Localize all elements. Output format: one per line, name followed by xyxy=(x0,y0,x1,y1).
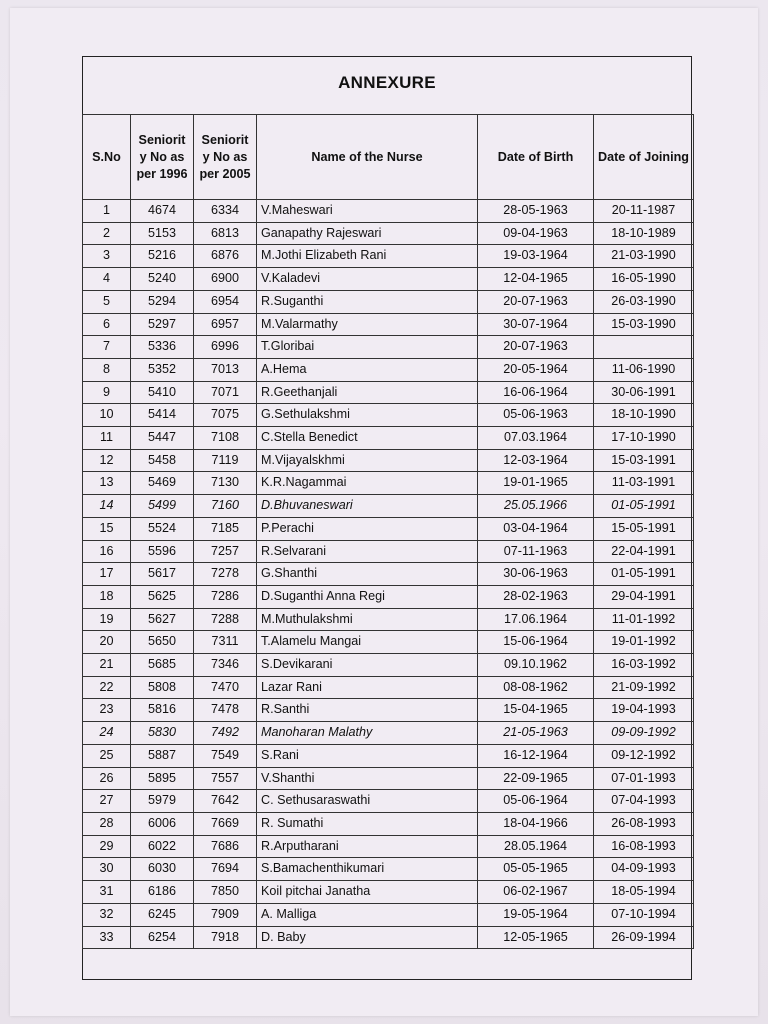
table-row xyxy=(83,472,694,495)
cell-seniority-2005: 7278 xyxy=(194,563,257,586)
cell-nurse-name: P.Perachi xyxy=(257,517,478,540)
table-row xyxy=(83,858,694,881)
table-row xyxy=(83,517,694,540)
cell-seniority-2005: 7642 xyxy=(194,790,257,813)
cell-date-of-birth: 05-06-1963 xyxy=(478,404,594,427)
cell-nurse-name: Ganapathy Rajeswari xyxy=(257,222,478,245)
cell-date-of-joining: 16-08-1993 xyxy=(594,835,694,858)
cell-nurse-name: T.Gloribai xyxy=(257,336,478,359)
cell-seniority-2005: 7286 xyxy=(194,585,257,608)
cell-date-of-joining: 04-09-1993 xyxy=(594,858,694,881)
cell-nurse-name: T.Alamelu Mangai xyxy=(257,631,478,654)
cell-sno: 9 xyxy=(83,381,131,404)
cell-seniority-2005: 6996 xyxy=(194,336,257,359)
cell-date-of-birth: 07.03.1964 xyxy=(478,427,594,450)
cell-date-of-birth: 21-05-1963 xyxy=(478,722,594,745)
cell-seniority-2005: 6900 xyxy=(194,268,257,291)
table-row xyxy=(83,540,694,563)
cell-date-of-joining: 09-09-1992 xyxy=(594,722,694,745)
cell-seniority-2005: 7160 xyxy=(194,495,257,518)
cell-date-of-birth: 12-05-1965 xyxy=(478,926,594,949)
table-row xyxy=(83,699,694,722)
cell-nurse-name: R.Arputharani xyxy=(257,835,478,858)
cell-nurse-name: S.Devikarani xyxy=(257,654,478,677)
cell-sno: 5 xyxy=(83,290,131,313)
table-row xyxy=(83,744,694,767)
annexure-table xyxy=(82,114,694,949)
cell-date-of-joining: 09-12-1992 xyxy=(594,744,694,767)
cell-date-of-birth: 06-02-1967 xyxy=(478,881,594,904)
cell-date-of-birth: 07-11-1963 xyxy=(478,540,594,563)
cell-seniority-2005: 7909 xyxy=(194,903,257,926)
header-nurse-name: Name of the Nurse xyxy=(257,115,478,200)
cell-nurse-name: C.Stella Benedict xyxy=(257,427,478,450)
table-row xyxy=(83,381,694,404)
cell-sno: 26 xyxy=(83,767,131,790)
cell-date-of-birth: 19-03-1964 xyxy=(478,245,594,268)
cell-date-of-birth: 30-07-1964 xyxy=(478,313,594,336)
cell-nurse-name: Koil pitchai Janatha xyxy=(257,881,478,904)
cell-date-of-joining: 07-10-1994 xyxy=(594,903,694,926)
table-row xyxy=(83,654,694,677)
cell-date-of-birth: 20-05-1964 xyxy=(478,358,594,381)
table-row xyxy=(83,676,694,699)
cell-seniority-2005: 7119 xyxy=(194,449,257,472)
table-row xyxy=(83,903,694,926)
cell-nurse-name: G.Shanthi xyxy=(257,563,478,586)
cell-seniority-2005: 6876 xyxy=(194,245,257,268)
table-body xyxy=(83,200,694,949)
cell-seniority-1996: 5352 xyxy=(131,358,194,381)
cell-sno: 19 xyxy=(83,608,131,631)
header-seniority-1996: Seniorit y No as per 1996 xyxy=(131,115,194,200)
cell-date-of-joining: 26-09-1994 xyxy=(594,926,694,949)
cell-seniority-2005: 7478 xyxy=(194,699,257,722)
table-row xyxy=(83,563,694,586)
paper-sheet xyxy=(10,8,758,1016)
cell-nurse-name: C. Sethusaraswathi xyxy=(257,790,478,813)
cell-nurse-name: M.Valarmathy xyxy=(257,313,478,336)
cell-sno: 12 xyxy=(83,449,131,472)
cell-seniority-1996: 5469 xyxy=(131,472,194,495)
cell-date-of-joining: 07-01-1993 xyxy=(594,767,694,790)
cell-seniority-1996: 5216 xyxy=(131,245,194,268)
cell-sno: 18 xyxy=(83,585,131,608)
cell-date-of-joining: 17-10-1990 xyxy=(594,427,694,450)
cell-date-of-joining: 19-04-1993 xyxy=(594,699,694,722)
cell-sno: 28 xyxy=(83,812,131,835)
cell-sno: 7 xyxy=(83,336,131,359)
cell-nurse-name: A. Malliga xyxy=(257,903,478,926)
cell-sno: 14 xyxy=(83,495,131,518)
cell-seniority-1996: 5596 xyxy=(131,540,194,563)
cell-seniority-2005: 7850 xyxy=(194,881,257,904)
cell-seniority-1996: 6006 xyxy=(131,812,194,835)
table-row xyxy=(83,631,694,654)
cell-date-of-birth: 09.10.1962 xyxy=(478,654,594,677)
cell-date-of-joining: 26-03-1990 xyxy=(594,290,694,313)
cell-sno: 20 xyxy=(83,631,131,654)
table-row xyxy=(83,222,694,245)
cell-seniority-2005: 6957 xyxy=(194,313,257,336)
table-row xyxy=(83,767,694,790)
cell-nurse-name: K.R.Nagammai xyxy=(257,472,478,495)
cell-seniority-2005: 7108 xyxy=(194,427,257,450)
cell-date-of-birth: 08-08-1962 xyxy=(478,676,594,699)
cell-seniority-1996: 5887 xyxy=(131,744,194,767)
cell-seniority-1996: 4674 xyxy=(131,200,194,223)
cell-sno: 13 xyxy=(83,472,131,495)
cell-date-of-birth: 05-05-1965 xyxy=(478,858,594,881)
cell-date-of-joining: 11-06-1990 xyxy=(594,358,694,381)
cell-nurse-name: Manoharan Malathy xyxy=(257,722,478,745)
cell-seniority-2005: 7549 xyxy=(194,744,257,767)
table-row xyxy=(83,404,694,427)
cell-date-of-joining: 15-03-1990 xyxy=(594,313,694,336)
cell-date-of-birth: 18-04-1966 xyxy=(478,812,594,835)
cell-date-of-birth: 15-06-1964 xyxy=(478,631,594,654)
cell-sno: 32 xyxy=(83,903,131,926)
cell-date-of-birth: 22-09-1965 xyxy=(478,767,594,790)
cell-date-of-birth: 16-06-1964 xyxy=(478,381,594,404)
cell-sno: 15 xyxy=(83,517,131,540)
header-seniority-2005: Seniorit y No as per 2005 xyxy=(194,115,257,200)
cell-sno: 3 xyxy=(83,245,131,268)
cell-seniority-2005: 7071 xyxy=(194,381,257,404)
cell-seniority-1996: 5895 xyxy=(131,767,194,790)
cell-nurse-name: S.Rani xyxy=(257,744,478,767)
cell-date-of-birth: 30-06-1963 xyxy=(478,563,594,586)
table-row xyxy=(83,427,694,450)
cell-date-of-joining: 22-04-1991 xyxy=(594,540,694,563)
header-sno: S.No xyxy=(83,115,131,200)
cell-seniority-2005: 6813 xyxy=(194,222,257,245)
cell-seniority-1996: 5336 xyxy=(131,336,194,359)
cell-seniority-2005: 7686 xyxy=(194,835,257,858)
table-row xyxy=(83,790,694,813)
cell-nurse-name: Lazar Rani xyxy=(257,676,478,699)
cell-sno: 22 xyxy=(83,676,131,699)
cell-sno: 24 xyxy=(83,722,131,745)
cell-nurse-name: V.Maheswari xyxy=(257,200,478,223)
cell-date-of-joining: 18-05-1994 xyxy=(594,881,694,904)
header-date-of-birth: Date of Birth xyxy=(478,115,594,200)
annexure-frame xyxy=(82,56,692,980)
table-row xyxy=(83,608,694,631)
cell-seniority-1996: 5414 xyxy=(131,404,194,427)
cell-sno: 8 xyxy=(83,358,131,381)
cell-sno: 6 xyxy=(83,313,131,336)
cell-date-of-birth: 15-04-1965 xyxy=(478,699,594,722)
cell-date-of-birth: 20-07-1963 xyxy=(478,290,594,313)
cell-seniority-1996: 5458 xyxy=(131,449,194,472)
cell-nurse-name: R.Suganthi xyxy=(257,290,478,313)
cell-sno: 33 xyxy=(83,926,131,949)
table-row xyxy=(83,585,694,608)
cell-seniority-1996: 5808 xyxy=(131,676,194,699)
cell-seniority-2005: 7013 xyxy=(194,358,257,381)
cell-nurse-name: A.Hema xyxy=(257,358,478,381)
cell-sno: 16 xyxy=(83,540,131,563)
cell-date-of-joining: 20-11-1987 xyxy=(594,200,694,223)
cell-seniority-2005: 7694 xyxy=(194,858,257,881)
cell-date-of-joining: 15-03-1991 xyxy=(594,449,694,472)
cell-date-of-birth: 03-04-1964 xyxy=(478,517,594,540)
cell-date-of-birth: 16-12-1964 xyxy=(478,744,594,767)
cell-seniority-2005: 7557 xyxy=(194,767,257,790)
cell-nurse-name: R.Selvarani xyxy=(257,540,478,563)
cell-sno: 17 xyxy=(83,563,131,586)
cell-sno: 11 xyxy=(83,427,131,450)
cell-seniority-1996: 5617 xyxy=(131,563,194,586)
table-row xyxy=(83,336,694,359)
cell-date-of-joining: 21-09-1992 xyxy=(594,676,694,699)
cell-seniority-2005: 6954 xyxy=(194,290,257,313)
cell-seniority-1996: 6030 xyxy=(131,858,194,881)
cell-seniority-1996: 6186 xyxy=(131,881,194,904)
cell-date-of-birth: 28.05.1964 xyxy=(478,835,594,858)
table-row xyxy=(83,313,694,336)
cell-seniority-1996: 5499 xyxy=(131,495,194,518)
document-title: ANNEXURE xyxy=(338,73,436,92)
table-row xyxy=(83,881,694,904)
cell-date-of-joining: 18-10-1989 xyxy=(594,222,694,245)
cell-nurse-name: S.Bamachenthikumari xyxy=(257,858,478,881)
table-row xyxy=(83,495,694,518)
cell-seniority-2005: 7346 xyxy=(194,654,257,677)
cell-seniority-2005: 7492 xyxy=(194,722,257,745)
cell-seniority-1996: 5153 xyxy=(131,222,194,245)
cell-seniority-1996: 5816 xyxy=(131,699,194,722)
cell-date-of-joining xyxy=(594,336,694,359)
cell-sno: 21 xyxy=(83,654,131,677)
cell-sno: 27 xyxy=(83,790,131,813)
cell-date-of-joining: 11-01-1992 xyxy=(594,608,694,631)
cell-seniority-1996: 5979 xyxy=(131,790,194,813)
cell-date-of-joining: 16-05-1990 xyxy=(594,268,694,291)
cell-seniority-2005: 7918 xyxy=(194,926,257,949)
cell-seniority-1996: 5447 xyxy=(131,427,194,450)
cell-seniority-1996: 5625 xyxy=(131,585,194,608)
cell-date-of-joining: 19-01-1992 xyxy=(594,631,694,654)
cell-seniority-1996: 5830 xyxy=(131,722,194,745)
table-row xyxy=(83,926,694,949)
cell-nurse-name: V.Shanthi xyxy=(257,767,478,790)
cell-date-of-birth: 25.05.1966 xyxy=(478,495,594,518)
cell-seniority-2005: 6334 xyxy=(194,200,257,223)
cell-date-of-joining: 29-04-1991 xyxy=(594,585,694,608)
cell-sno: 10 xyxy=(83,404,131,427)
cell-seniority-1996: 5524 xyxy=(131,517,194,540)
table-row xyxy=(83,835,694,858)
cell-date-of-birth: 05-06-1964 xyxy=(478,790,594,813)
table-header-row xyxy=(83,115,694,200)
cell-nurse-name: M.Vijayalskhmi xyxy=(257,449,478,472)
cell-nurse-name: M.Jothi Elizabeth Rani xyxy=(257,245,478,268)
header-date-of-joining: Date of Joining xyxy=(594,115,694,200)
cell-nurse-name: D. Baby xyxy=(257,926,478,949)
cell-seniority-1996: 6245 xyxy=(131,903,194,926)
cell-nurse-name: M.Muthulakshmi xyxy=(257,608,478,631)
cell-seniority-2005: 7669 xyxy=(194,812,257,835)
cell-date-of-joining: 21-03-1990 xyxy=(594,245,694,268)
cell-date-of-birth: 09-04-1963 xyxy=(478,222,594,245)
cell-seniority-2005: 7185 xyxy=(194,517,257,540)
cell-date-of-birth: 17.06.1964 xyxy=(478,608,594,631)
table-row xyxy=(83,358,694,381)
cell-nurse-name: R.Santhi xyxy=(257,699,478,722)
cell-date-of-joining: 07-04-1993 xyxy=(594,790,694,813)
table-row xyxy=(83,722,694,745)
cell-seniority-2005: 7288 xyxy=(194,608,257,631)
cell-seniority-1996: 5410 xyxy=(131,381,194,404)
table-row xyxy=(83,200,694,223)
cell-date-of-joining: 30-06-1991 xyxy=(594,381,694,404)
cell-sno: 30 xyxy=(83,858,131,881)
cell-seniority-2005: 7075 xyxy=(194,404,257,427)
cell-seniority-1996: 6254 xyxy=(131,926,194,949)
table-row xyxy=(83,290,694,313)
cell-sno: 4 xyxy=(83,268,131,291)
cell-sno: 2 xyxy=(83,222,131,245)
cell-sno: 23 xyxy=(83,699,131,722)
table-row xyxy=(83,268,694,291)
cell-date-of-joining: 26-08-1993 xyxy=(594,812,694,835)
table-row xyxy=(83,449,694,472)
cell-date-of-birth: 19-05-1964 xyxy=(478,903,594,926)
cell-seniority-1996: 5294 xyxy=(131,290,194,313)
cell-date-of-birth: 12-04-1965 xyxy=(478,268,594,291)
cell-nurse-name: R. Sumathi xyxy=(257,812,478,835)
cell-seniority-1996: 6022 xyxy=(131,835,194,858)
cell-nurse-name: D.Bhuvaneswari xyxy=(257,495,478,518)
cell-nurse-name: V.Kaladevi xyxy=(257,268,478,291)
table-row xyxy=(83,245,694,268)
cell-seniority-2005: 7257 xyxy=(194,540,257,563)
cell-date-of-birth: 19-01-1965 xyxy=(478,472,594,495)
cell-nurse-name: D.Suganthi Anna Regi xyxy=(257,585,478,608)
table-row xyxy=(83,812,694,835)
cell-seniority-2005: 7470 xyxy=(194,676,257,699)
cell-sno: 1 xyxy=(83,200,131,223)
cell-date-of-joining: 01-05-1991 xyxy=(594,563,694,586)
cell-date-of-joining: 16-03-1992 xyxy=(594,654,694,677)
cell-date-of-birth: 12-03-1964 xyxy=(478,449,594,472)
cell-seniority-2005: 7311 xyxy=(194,631,257,654)
cell-sno: 25 xyxy=(83,744,131,767)
cell-seniority-1996: 5650 xyxy=(131,631,194,654)
cell-date-of-joining: 01-05-1991 xyxy=(594,495,694,518)
cell-seniority-2005: 7130 xyxy=(194,472,257,495)
cell-sno: 31 xyxy=(83,881,131,904)
cell-seniority-1996: 5685 xyxy=(131,654,194,677)
cell-seniority-1996: 5297 xyxy=(131,313,194,336)
cell-date-of-birth: 20-07-1963 xyxy=(478,336,594,359)
cell-sno: 29 xyxy=(83,835,131,858)
cell-date-of-joining: 15-05-1991 xyxy=(594,517,694,540)
cell-nurse-name: R.Geethanjali xyxy=(257,381,478,404)
cell-date-of-joining: 18-10-1990 xyxy=(594,404,694,427)
cell-seniority-1996: 5240 xyxy=(131,268,194,291)
cell-date-of-birth: 28-05-1963 xyxy=(478,200,594,223)
cell-date-of-joining: 11-03-1991 xyxy=(594,472,694,495)
cell-nurse-name: G.Sethulakshmi xyxy=(257,404,478,427)
cell-date-of-birth: 28-02-1963 xyxy=(478,585,594,608)
cell-seniority-1996: 5627 xyxy=(131,608,194,631)
